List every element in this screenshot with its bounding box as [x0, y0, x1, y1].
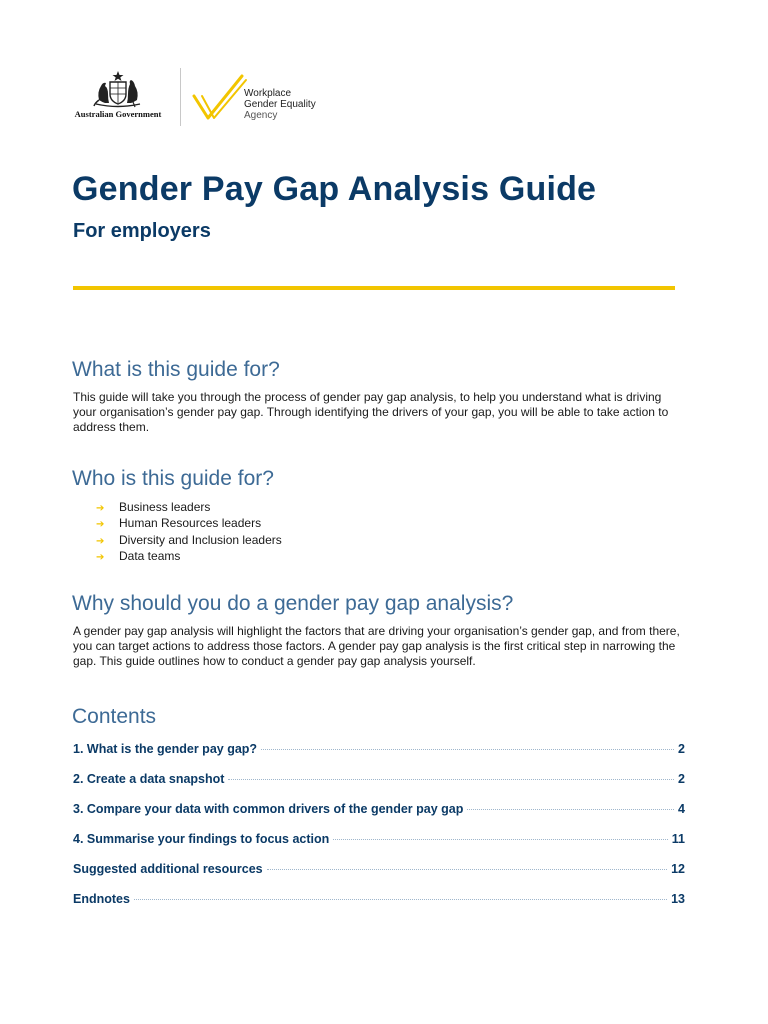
- toc-entry[interactable]: [73, 802, 685, 832]
- heading-contents: Contents: [72, 705, 157, 728]
- coat-of-arms-icon: [93, 70, 143, 108]
- toc-entry-page[interactable]: 12: [671, 862, 685, 876]
- australian-government-logo: [72, 70, 164, 119]
- toc-entry-page[interactable]: 13: [671, 892, 685, 906]
- document-title: Gender Pay Gap Analysis Guide: [72, 170, 597, 208]
- gov-logo-text: Australian Government: [74, 109, 162, 119]
- toc-dot-leader: [228, 779, 674, 780]
- toc-dot-leader: [267, 869, 667, 870]
- toc-entry-page[interactable]: 2: [678, 772, 685, 786]
- audience-list: [96, 500, 282, 565]
- toc-entry[interactable]: [73, 742, 685, 772]
- toc-entry-label[interactable]: 3. Compare your data with common drivers of the gender pay gap: [73, 802, 464, 816]
- toc-entry-label[interactable]: 4. Summarise your findings to focus action: [73, 832, 330, 846]
- arrow-bullet-icon: ➔: [96, 535, 105, 547]
- heading-who-is-this-guide-for: Who is this guide for?: [72, 467, 274, 490]
- header-logos: [72, 66, 332, 128]
- list-item: [96, 549, 282, 565]
- list-item-text: Diversity and Inclusion leaders: [119, 532, 282, 547]
- toc-entry-label[interactable]: Suggested additional resources: [73, 862, 263, 876]
- paragraph-why-do-analysis: A gender pay gap analysis will highlight the factors that are driving your organisation’s gender gap, and from there, you can target actions to address those factors. A gender pay gap analysis is the first critical step in narrowing the gap. This guide outlines how to conduct a gender pay gap analysis yourself.: [73, 624, 680, 668]
- paragraph-what-is-this-guide-for: This guide will take you through the process of gender pay gap analysis, to help you understand what is driving your organisation’s gender pay gap. Through identifying the drivers of your gap, you will be able to take action to address them.: [73, 390, 669, 434]
- arrow-bullet-icon: ➔: [96, 503, 105, 514]
- heading-why-do-analysis: Why should you do a gender pay gap analysis?: [72, 592, 514, 615]
- document-subtitle: For employers: [73, 220, 211, 242]
- toc-entry-page[interactable]: 4: [678, 802, 685, 816]
- toc-entry[interactable]: [73, 862, 685, 892]
- arrow-bullet-icon: ➔: [96, 551, 105, 563]
- toc-entry-label[interactable]: 1. What is the gender pay gap?: [73, 742, 258, 756]
- toc-dot-leader: [467, 809, 674, 810]
- toc-entry[interactable]: [73, 832, 685, 862]
- wgea-agency-name: [244, 88, 316, 121]
- toc-dot-leader: [134, 899, 667, 900]
- agency-name-line-2: Gender Equality: [244, 99, 316, 110]
- toc-entry-label[interactable]: Endnotes: [73, 892, 130, 906]
- list-item: [96, 533, 282, 549]
- toc-dot-leader: [261, 749, 674, 750]
- list-item-text: Human Resources leaders: [119, 516, 262, 531]
- agency-name-line-3: Agency: [244, 110, 278, 121]
- logo-divider: [180, 68, 181, 126]
- list-item: [96, 500, 282, 516]
- title-underline: [73, 286, 675, 290]
- list-item-text: Business leaders: [119, 500, 211, 514]
- toc-dot-leader: [333, 839, 667, 840]
- heading-what-is-this-guide-for: What is this guide for?: [72, 358, 280, 381]
- toc-entry[interactable]: [73, 892, 685, 922]
- list-item-text: Data teams: [119, 548, 181, 563]
- toc-entry[interactable]: [73, 772, 685, 802]
- toc-entry-page[interactable]: 11: [671, 832, 685, 846]
- agency-name-line-1: Workplace: [244, 88, 292, 99]
- wgea-tick-logo-icon: [192, 72, 248, 124]
- toc-entry-label[interactable]: 2. Create a data snapshot: [73, 772, 225, 786]
- arrow-bullet-icon: ➔: [96, 519, 105, 531]
- list-item: [96, 516, 282, 532]
- toc-entry-page[interactable]: 2: [678, 742, 685, 756]
- table-of-contents: [73, 742, 685, 922]
